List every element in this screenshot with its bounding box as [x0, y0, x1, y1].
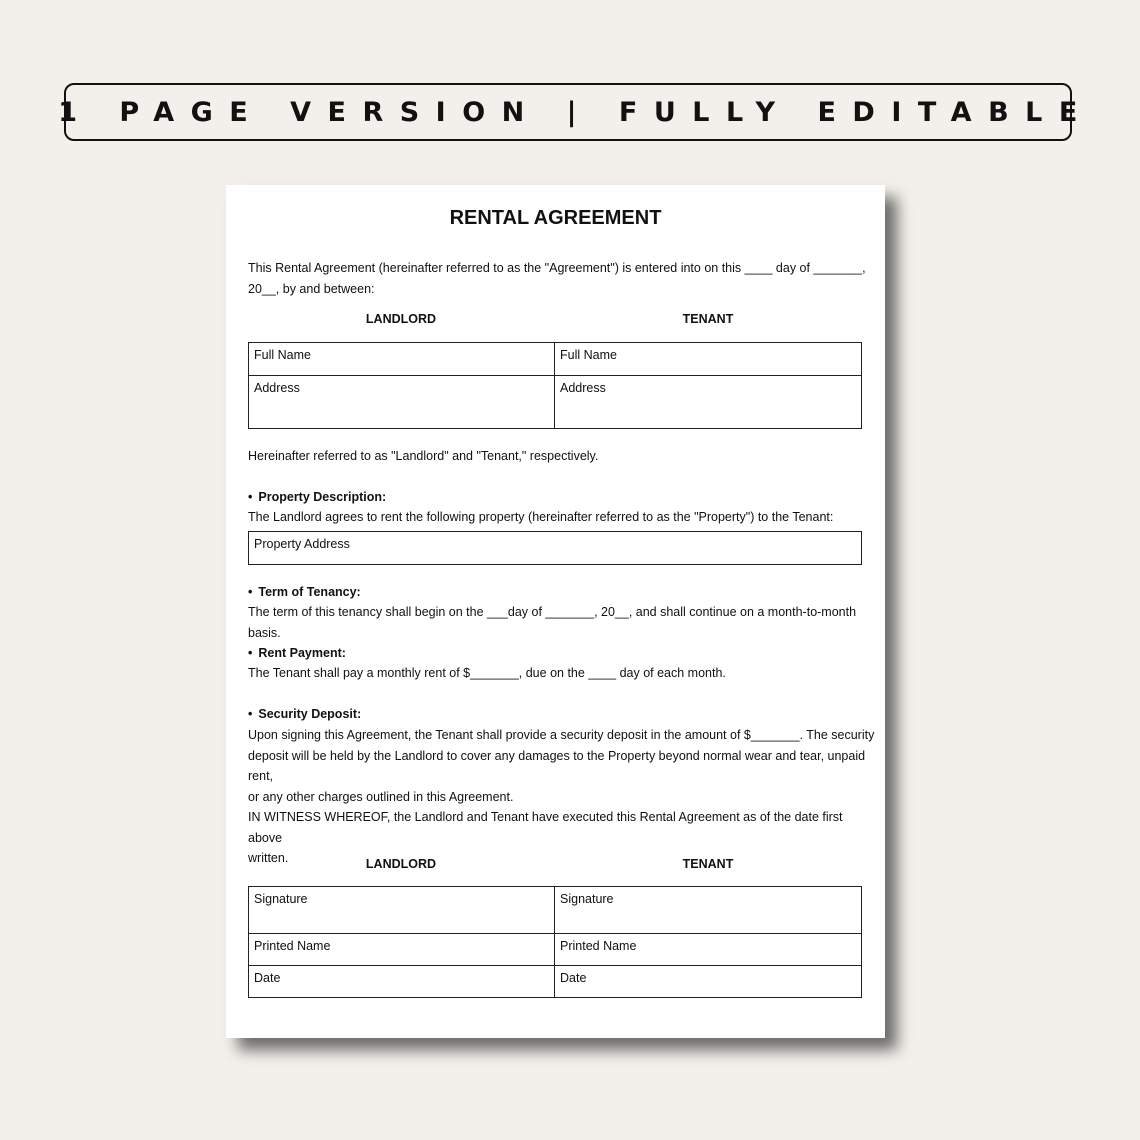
hereinafter-text: Hereinafter referred to as "Landlord" and "Tenant," respectively.	[248, 449, 599, 463]
landlord-label-bottom: LANDLORD	[365, 857, 437, 871]
banner	[58, 83, 1094, 141]
term-heading-label: Term of Tenancy:	[258, 585, 361, 599]
document-title: RENTAL AGREEMENT	[449, 207, 662, 229]
signature-table	[248, 886, 862, 998]
deposit-heading	[248, 704, 361, 725]
party-details-table	[248, 342, 862, 429]
bullet: •	[248, 585, 253, 599]
tenant-signature-field[interactable]: Signature	[555, 887, 862, 934]
property-text: The Landlord agrees to rent the following property (hereinafter referred to as the "Property") to the Tenant:	[248, 510, 834, 524]
landlord-full-name-field[interactable]: Full Name	[249, 343, 555, 376]
deposit-line-1: Upon signing this Agreement, the Tenant shall provide a security deposit in the amount of $_______. The security	[248, 728, 875, 742]
rent-text: The Tenant shall pay a monthly rent of $_______, due on the ____ day of each month.	[248, 666, 726, 680]
bullet: •	[248, 490, 253, 504]
tenant-full-name-field[interactable]: Full Name	[555, 343, 862, 376]
witness-line-2: written.	[248, 851, 289, 865]
landlord-label-top: LANDLORD	[365, 312, 437, 326]
property-table	[248, 531, 862, 565]
term-text: The term of this tenancy shall begin on the ___day of _______, 20__, and shall continue on a month-to-month basis.	[248, 605, 857, 640]
witness-line-1: IN WITNESS WHEREOF, the Landlord and Tenant have executed this Rental Agreement as of the date first above	[248, 810, 843, 845]
tenant-printed-name-field[interactable]: Printed Name	[555, 934, 862, 966]
rent-heading	[248, 643, 346, 664]
intro-paragraph	[248, 258, 868, 299]
deposit-line-2: deposit will be held by the Landlord to cover any damages to the Property beyond normal wear and tear, unpaid rent,	[248, 748, 866, 783]
bullet: •	[248, 646, 253, 660]
landlord-signature-field[interactable]: Signature	[249, 887, 555, 934]
bullet: •	[248, 707, 253, 721]
tenant-label-bottom: TENANT	[682, 857, 734, 871]
landlord-date-field[interactable]: Date	[249, 966, 555, 998]
document-page	[226, 185, 885, 1038]
intro-line-1: This Rental Agreement (hereinafter referred to as the "Agreement") is entered into on this ____ day of _______,	[248, 261, 866, 275]
banner-text: 1 PAGE VERSION | FULLY EDITABLE	[58, 96, 1094, 128]
deposit-heading-label: Security Deposit:	[258, 707, 362, 721]
rent-heading-label: Rent Payment:	[258, 646, 346, 660]
landlord-address-field[interactable]: Address	[249, 376, 555, 429]
deposit-paragraph	[248, 725, 878, 807]
property-heading-label: Property Description:	[258, 490, 387, 504]
property-address-field[interactable]: Property Address	[249, 532, 862, 565]
term-heading	[248, 582, 361, 603]
tenant-date-field[interactable]: Date	[555, 966, 862, 998]
intro-line-2: 20__, by and between:	[248, 281, 375, 296]
property-heading	[248, 487, 386, 508]
landlord-printed-name-field[interactable]: Printed Name	[249, 934, 555, 966]
tenant-label-top: TENANT	[682, 312, 734, 326]
tenant-address-field[interactable]: Address	[555, 376, 862, 429]
deposit-line-3: or any other charges outlined in this Agreement.	[248, 789, 514, 804]
